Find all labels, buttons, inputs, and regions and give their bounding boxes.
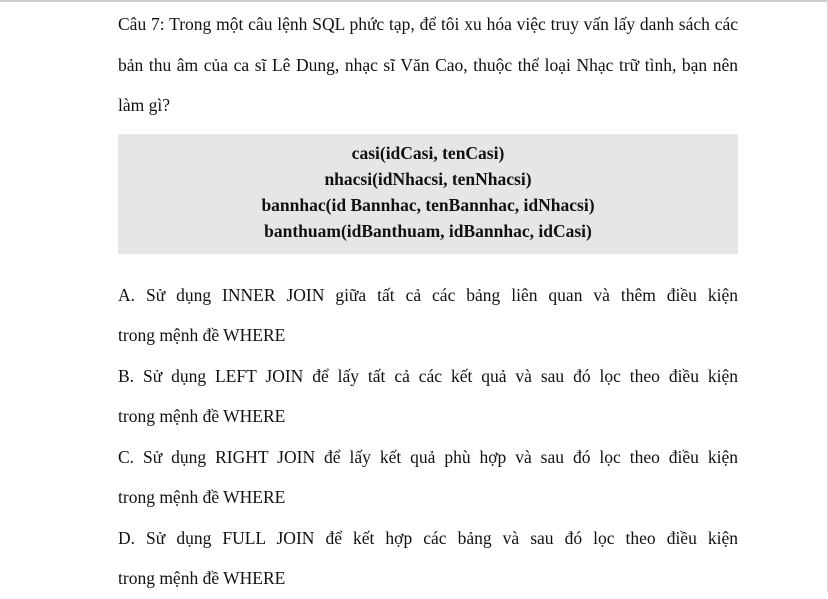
schema-line-banthuam: banthuam(idBanthuam, idBannhac, idCasi) [264,220,592,241]
question-text: Câu 7: Trong một câu lệnh SQL phức tạp, để tôi xu hóa việc truy vấn lấy danh sách các bản thu âm của ca sĩ Lê Dung, nhạc sĩ Văn Cao, thuộc thể loại Nhạc trữ tình, bạn nên làm gì? [118,14,738,115]
option-a[interactable] [118,275,738,356]
option-d-line1: D. Sử dụng FULL JOIN để kết hợp các bảng và sau đó lọc theo điều kiện [118,527,738,548]
option-a-line2: trong mệnh đề WHERE [118,325,286,345]
option-b[interactable] [118,356,738,437]
option-b-line2: trong mệnh đề WHERE [118,406,286,426]
option-b-line1: B. Sử dụng LEFT JOIN để lấy tất cả các kết quả và sau đó lọc theo điều kiện [118,365,738,386]
option-c-line1: C. Sử dụng RIGHT JOIN để lấy kết quả phù hợp và sau đó lọc theo điều kiện [118,446,738,467]
schema-line-casi: casi(idCasi, tenCasi) [351,142,505,163]
option-d[interactable] [118,518,738,599]
page-top-border [0,0,828,2]
option-c[interactable] [118,437,738,518]
option-d-line2: trong mệnh đề WHERE [118,568,286,588]
answer-options [118,275,738,599]
schema-line-bannhac: bannhac(id Bannhac, tenBannhac, idNhacsi) [261,194,595,215]
schema-box [118,134,738,254]
schema-line-nhacsi: nhacsi(idNhacsi, tenNhacsi) [324,168,532,189]
option-c-line2: trong mệnh đề WHERE [118,487,286,507]
option-a-line1: A. Sử dụng INNER JOIN giữa tất cả các bảng liên quan và thêm điều kiện [118,284,738,305]
document-body [118,4,738,599]
